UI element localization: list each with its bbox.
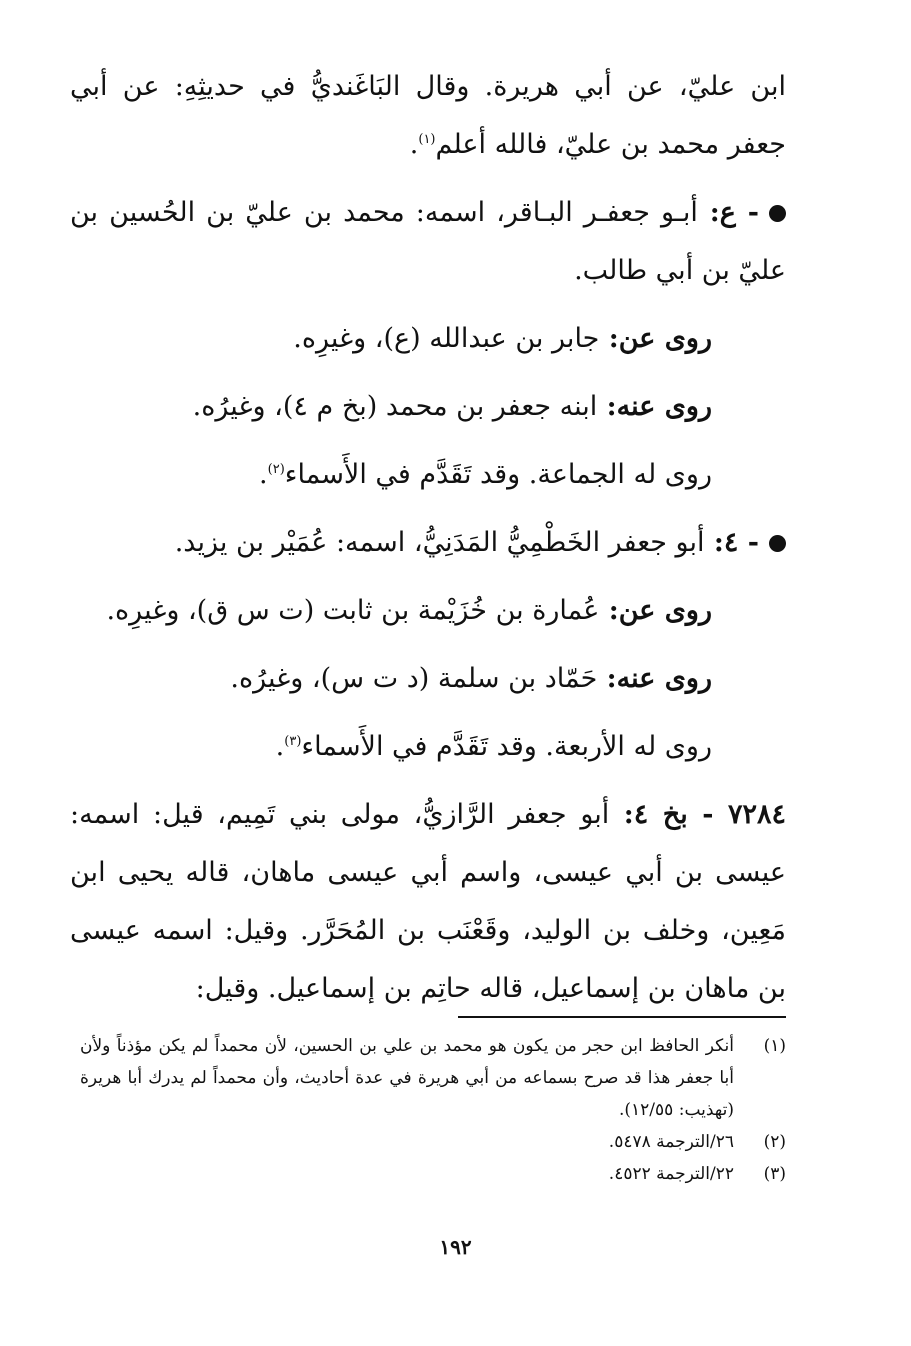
entry-text: أبـو جعفـر البـاقر، اسمه: محمد بن عليّ بن الحُسين بن عليّ بن أبي طالب. [70, 197, 786, 286]
footnote-text: ٢٦/الترجمة ٥٤٧٨. [608, 1132, 734, 1152]
footnote-text: ٢٢/الترجمة ٤٥٢٢. [608, 1164, 734, 1184]
footnote-ref[interactable]: (١) [418, 132, 436, 147]
narrated-by [70, 378, 786, 436]
narrated-by-text: ابنه جعفر بن محمد (بخ م ٤)، وغيرُه. [192, 391, 598, 422]
paragraph-end: . [409, 129, 419, 160]
footnote-ref[interactable]: (٢) [267, 462, 285, 477]
paragraph-1 [70, 58, 786, 174]
entry-text: أبو جعفر الخَطْمِيُّ المَدَنِيُّ، اسمه: عُمَيْر بن يزيد. [174, 527, 705, 558]
narrated-from-text: عُمارة بن خُزَيْمة بن ثابت (ت س ق)، وغيرِه. [106, 595, 600, 626]
footnotes [80, 1030, 786, 1190]
reported-by [70, 446, 786, 504]
footnote-number: (٣) [763, 1164, 786, 1184]
narrated-from [70, 582, 786, 640]
label-rawa-anhu: روى عنه: [597, 391, 712, 422]
footnote-text: أنكر الحافظ ابن حجر من يكون هو محمد بن علي بن الحسين، لأن محمداً لم يكن مؤذناً ولأن أبا جعفر هذا قد صرح بسماعه من أبي هريرة في عدة أحاديث، وأن محمداً لم يدرك أبا هريرة (تهذيب: ١٢/٥٥). [80, 1036, 734, 1120]
narrated-by [70, 650, 786, 708]
reported-by [70, 718, 786, 776]
entry-text: أبو جعفر الرَّازيُّ، مولى بني تَمِيم، قيل: اسمه: عيسى بن أبي عيسى، واسم أبي عيسى ماهان، قاله يحيى ابن مَعِين، وخلف بن الوليد، وقَعْنَب بن المُحَرَّر. وقيل: اسمه عيسى بن ماهان بن إسماعيل، قاله حاتِم بن إسماعيل. وقيل: [70, 799, 786, 1004]
entry-7284 [70, 786, 786, 1018]
page-number: ١٩٢ [439, 1235, 472, 1259]
footnote-item [80, 1030, 786, 1126]
narrated-by-text: حَمّاد بن سلمة (د ت س)، وغيرُه. [230, 663, 598, 694]
entry-code: - ع: [697, 197, 759, 228]
reported-by-text: روى له الأربعة. وقد تَقَدَّم في الأَسماء [301, 731, 712, 762]
label-rawa-an: روى عن: [599, 323, 712, 354]
main-text [70, 58, 786, 1018]
entry-abu-jafar-baqir [70, 184, 786, 300]
entry-abu-jafar-khatmi [70, 514, 786, 572]
entry-code: - ٤: [704, 527, 759, 558]
footnote-number: (٢) [763, 1132, 786, 1152]
narrated-from [70, 310, 786, 368]
footnote-divider [458, 1016, 786, 1018]
bullet-icon [769, 535, 786, 552]
narrated-from-text: جابر بن عبدالله (ع)، وغيرِه. [293, 323, 600, 354]
footnote-ref[interactable]: (٣) [284, 734, 302, 749]
label-rawa-an: روى عن: [599, 595, 712, 626]
label-rawa-anhu: روى عنه: [597, 663, 712, 694]
entry-number: ٧٢٨٤ - بخ ٤: [609, 799, 786, 830]
footnote-item [80, 1126, 786, 1158]
reported-by-text: روى له الجماعة. وقد تَقَدَّم في الأَسماء [284, 459, 712, 490]
paragraph-text: ابن عليّ، عن أبي هريرة. وقال البَاغَنديُّ في حديثِهِ: عن أبي جعفر محمد بن عليّ، فالله أعلم [70, 71, 786, 160]
footnote-number: (١) [763, 1036, 786, 1056]
footnote-item [80, 1158, 786, 1190]
bullet-icon [769, 205, 786, 222]
paragraph-end: . [275, 731, 285, 762]
paragraph-end: . [259, 459, 268, 490]
